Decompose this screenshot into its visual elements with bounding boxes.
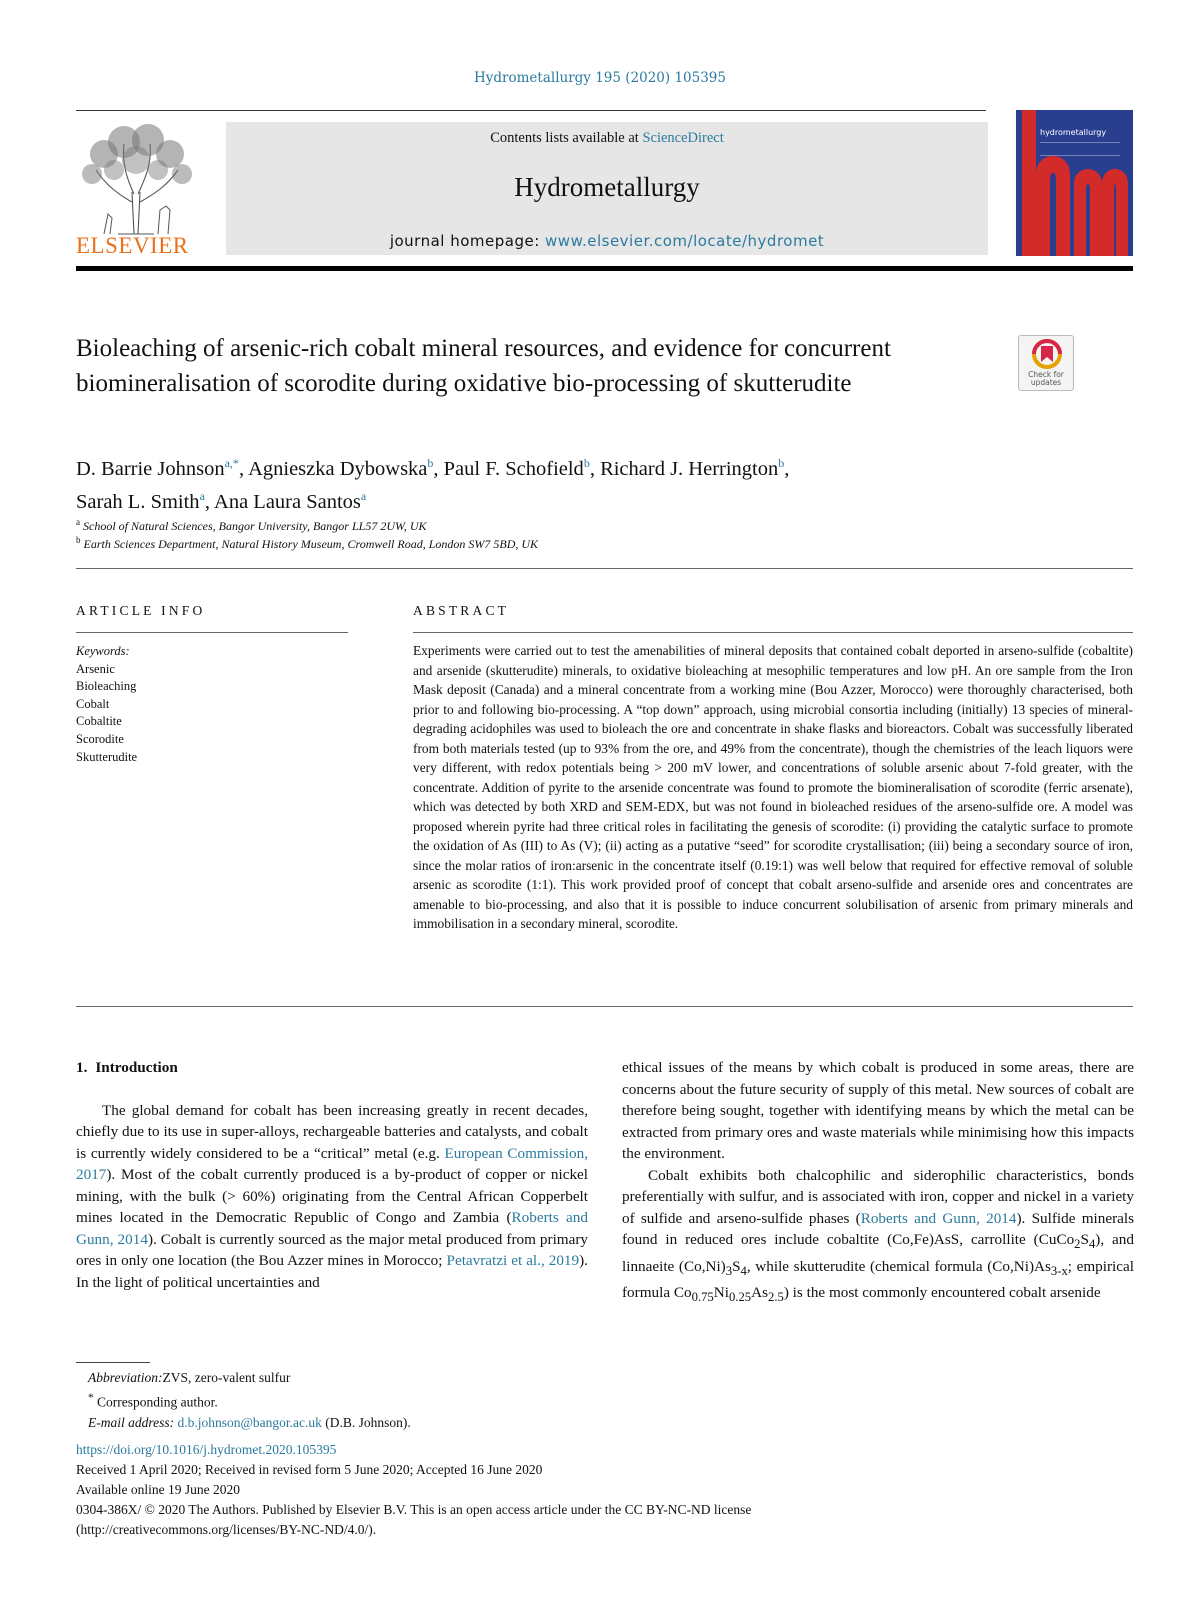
- abstract-rule: [413, 632, 1133, 633]
- masthead-rule: [76, 266, 1133, 271]
- check-for-updates-label: [1019, 371, 1073, 387]
- keywords-block: [76, 643, 137, 766]
- citation-link[interactable]: European Commission, 2017: [76, 1144, 588, 1183]
- check-label-line2: updates: [1030, 378, 1062, 387]
- keyword-item: Arsenic: [76, 661, 115, 676]
- citation-link[interactable]: Roberts and Gunn, 2014: [860, 1209, 1017, 1227]
- check-for-updates-button[interactable]: [1018, 335, 1074, 391]
- author[interactable]: Ana Laura Santos$^a$: [214, 488, 367, 513]
- article-title: Bioleaching of arsenic-rich cobalt mineral resources, and evidence for concurrent biomineralisation of scorodite during oxidative bio-processing of skutterudite: [76, 335, 891, 397]
- contents-line: [226, 130, 988, 147]
- citation-link[interactable]: Roberts and Gunn, 2014: [76, 1209, 588, 1248]
- author[interactable]: Paul F. Schofield$^b$: [443, 456, 590, 480]
- keyword-item: Cobalt: [76, 696, 110, 711]
- check-label-line1: Check for: [1028, 370, 1064, 379]
- section-number: 1.: [76, 1059, 88, 1076]
- abbreviation-note: Abbreviation:ZVS, zero-valent sulfur: [88, 1370, 291, 1385]
- contents-prefix: Contents lists available at: [490, 130, 639, 146]
- footnotes: [88, 1368, 411, 1433]
- doi-link[interactable]: https://doi.org/10.1016/j.hydromet.2020.105395: [76, 1442, 337, 1457]
- section-title: Introduction: [95, 1059, 178, 1076]
- keyword-item: Cobaltite: [76, 714, 122, 729]
- section-heading: [76, 1057, 588, 1079]
- abstract-bottom-rule: [76, 1006, 1133, 1007]
- elsevier-wordmark[interactable]: ELSEVIER: [76, 233, 189, 258]
- publication-info: [76, 1440, 751, 1540]
- journal-name: Hydrometallurgy: [514, 172, 700, 202]
- email-note: E-mail address: d.b.johnson@bangor.ac.uk (D.B. Johnson).: [88, 1414, 411, 1430]
- intro-paragraph-1: The global demand for cobalt has been increasing greatly in recent decades, chiefly due to its use in super-alloys, rechargeable batteries and catalysts, and cobalt is currently widely considered to be a “critical” metal (e.g. European Commission, 2017). Most of the cobalt currently produced is a by-product of copper or nickel mining, with the bulk (> 60%) originating from the Central African Copperbelt mines located in the Democratic Republic of Congo and Zambia (Roberts and Gunn, 2014). Cobalt is currently sourced as the major metal produced from primary ores in only one location (the Bou Azzer mines in Morocco; Petavratzi et al., 2019). In the light of political uncertainties and: [76, 1101, 588, 1291]
- intro-paragraph-1-continued: ethical issues of the means by which cobalt is produced in some areas, there are concerns about the future security of supply of this metal. New sources of cobalt are therefore being sought, together with identifying means by which the metal can be extracted from primary ores and waste materials while minimising how this impacts the environment.: [622, 1059, 1134, 1162]
- keyword-item: Bioleaching: [76, 679, 137, 694]
- author[interactable]: Sarah L. Smith$^a$: [76, 488, 205, 513]
- online-date: Available online 19 June 2020: [76, 1482, 240, 1497]
- license-statement: 0304-386X/ © 2020 The Authors. Published by Elsevier B.V. This is an open access article under the CC BY-NC-ND license: [76, 1502, 752, 1517]
- body-column-right: [622, 1057, 1134, 1309]
- citation-link[interactable]: Petavratzi et al., 2019: [446, 1252, 580, 1269]
- header-rule: [76, 110, 986, 111]
- abstract-heading: ABSTRACT: [413, 603, 510, 618]
- author[interactable]: Richard J. Herrington$^b$: [600, 456, 785, 480]
- affiliation-rule: [76, 568, 1133, 569]
- body-column-left: [76, 1057, 588, 1293]
- author[interactable]: Agnieszka Dybowska$^b$: [248, 456, 434, 480]
- cover-subtitle-lines: [1040, 142, 1120, 156]
- license-url[interactable]: (http://creativecommons.org/licenses/BY-NC-ND/4.0/).: [76, 1522, 377, 1537]
- abstract-text: Experiments were carried out to test the amenabilities of mineral deposits that contained cobalt deported in arseno-sulfide (cobaltite) and arsenide (skutterudite) minerals, to oxidative bioleaching at mesophilic temperatures and low pH. An ore sample from the Iron Mask deposit (Canada) and a mineral concentrate from a working mine (Bou Azzer, Morocco) were thoroughly characterised, both prior to and following bio-processing. A “top down” approach, using microbial consortia including (initially) 13 species of mineral-degrading acidophiles was used to bioleach the ore and concentrate in shake flasks and bioreactors. Cobalt was successfully liberated from both materials tested (up to 93% from the ore, and 49% from the concentrate), though the chemistries of the leach liquors were very different, with redox potentials being > 200 mV lower, and concentrations of soluble arsenic about 7-fold greater, with the concentrate. Addition of pyrite to the arsenide concentrate was found to promote the biomineralisation of scorodite (ferric arsenate), which was detected by both XRD and SEM-EDX, but was not found in bioleached residues of the arseno-sulfide ore. A model was proposed wherein pyrite had three critical roles in facilitating the genesis of scorodite: (i) providing the catalytic surface to promote the oxidation of As (III) to As (V); (ii) acting as a putative “seed” for scorodite crystallisation; (iii) being a secondary source of iron, since the molar ratios of iron:arsenic in the concentrate itself (0.19:1) was well below that required for effective removal of soluble arsenic as scorodite (1:1). This work provided proof of concept that cobalt arseno-sulfide and arsenide ores and concentrates are amenable to bio-processing, and also that it is possible to induce concurrent solubilisation of arsenic from primary minerals and immobilisation in a secondary mineral, scorodite.: [413, 643, 1133, 931]
- cover-title: hydrometallurgy: [1040, 128, 1107, 137]
- article-info-heading: ARTICLE INFO: [76, 603, 206, 618]
- corresponding-author-note: * Corresponding author.: [88, 1392, 218, 1410]
- keyword-item: Skutterudite: [76, 749, 138, 764]
- homepage-prefix: journal homepage:: [389, 232, 540, 250]
- journal-citation[interactable]: Hydrometallurgy 195 (2020) 105395: [473, 70, 726, 86]
- keyword-item: Scorodite: [76, 731, 124, 746]
- intro-paragraph-2: Cobalt exhibits both chalcophilic and siderophilic characteristics, bonds preferentially with sulfur, and is associated with iron, copper and nickel in a variety of sulfide and arseno-sulfide phases (Roberts and Gunn, 2014). Sulfide minerals found in reduced ores include cobaltite (Co,Fe)AsS, carrollite $(CuCo_2S_4)$, and linnaeite $(Co,Ni)_3S_4$, while skutterudite (chemical formula $(Co,Ni)As_{3-x}$; empirical formula $Co_{0.75}Ni_{0.25}As_{2.5}$) is the most commonly encountered cobalt arsenide: [622, 1166, 1134, 1305]
- author-list: D. Barrie Johnson$^{a,*}$, Agnieszka Dybowska$^b$, Paul F. Schofield$^b$, Richard J. Herrington$^b$, Sarah L. Smith$^a$, Ana Laura Santos$^a$: [76, 456, 790, 513]
- journal-masthead: [226, 122, 988, 255]
- footnote-rule: [76, 1362, 150, 1363]
- sciencedirect-link[interactable]: ScienceDirect: [642, 130, 724, 146]
- homepage-link[interactable]: www.elsevier.com/locate/hydromet: [545, 232, 825, 250]
- affiliation-a: $^a$ School of Natural Sciences, Bangor University, Bangor LL57 2UW, UK: [76, 517, 427, 533]
- email-link[interactable]: d.b.johnson@bangor.ac.uk: [177, 1414, 322, 1430]
- history-dates: Received 1 April 2020; Received in revised form 5 June 2020; Accepted 16 June 2020: [76, 1462, 543, 1477]
- article-info-rule: [76, 632, 348, 633]
- check-for-updates-icon: [1019, 336, 1075, 372]
- keywords-label: Keywords:: [76, 644, 130, 658]
- journal-cover-image[interactable]: [1016, 110, 1133, 256]
- affiliation-b: $^b$ Earth Sciences Department, Natural History Museum, Cromwell Road, London SW7 5BD, UK: [76, 535, 539, 551]
- author[interactable]: D. Barrie Johnson$^{a,*}$: [76, 456, 239, 480]
- homepage-line: [226, 232, 988, 250]
